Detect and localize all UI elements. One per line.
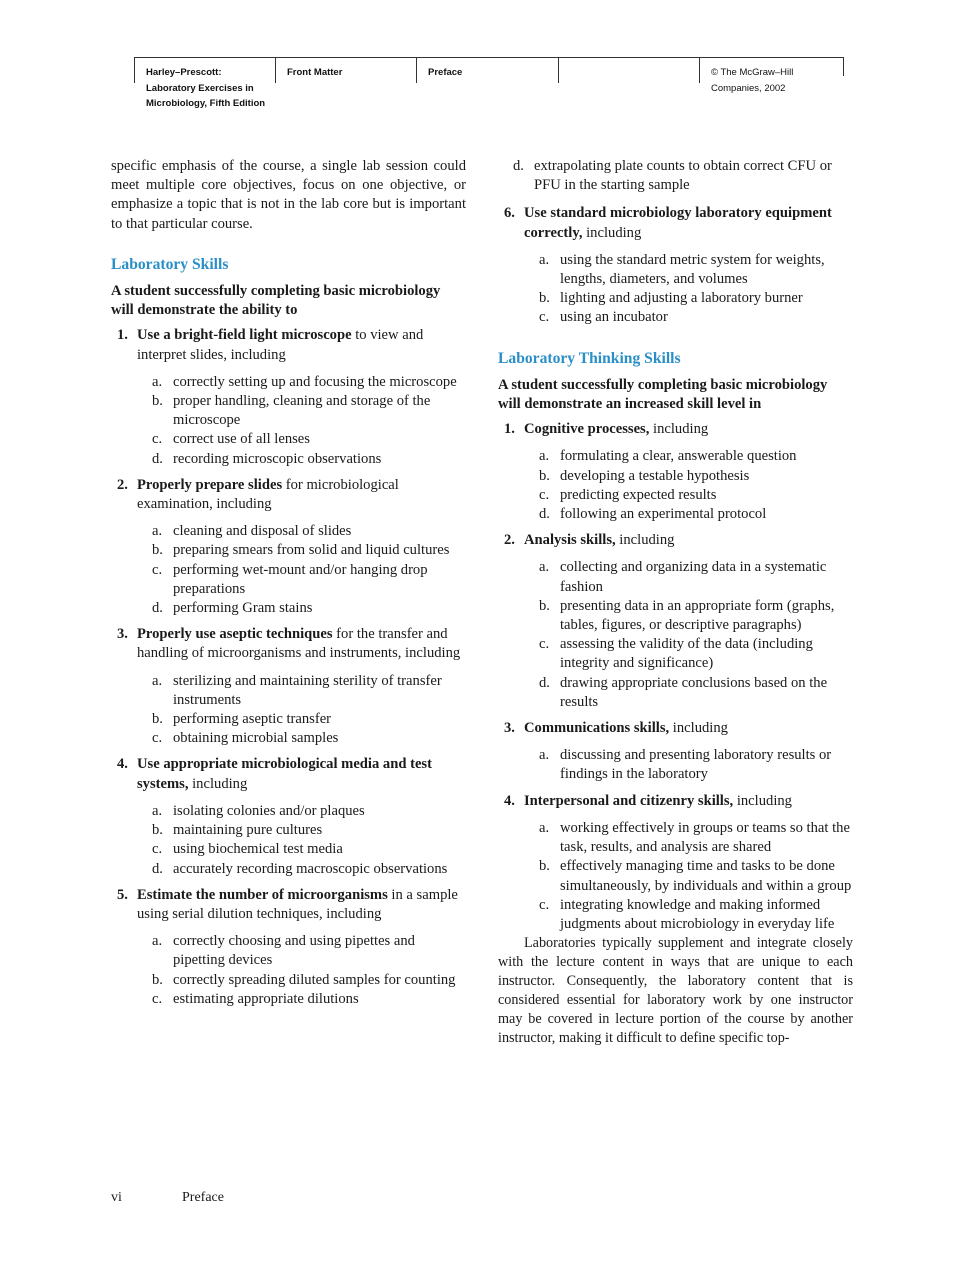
left-column bbox=[111, 157, 466, 1016]
section-lead: A student successfully completing basic microbiology will demonstrate the ability to bbox=[111, 283, 441, 319]
sub-text: formulating a clear, answerable question bbox=[560, 448, 797, 465]
sub-item bbox=[524, 308, 853, 327]
item-text: including bbox=[733, 792, 792, 809]
sub-text: extrapolating plate counts to obtain correct CFU or PFU in the starting sample bbox=[534, 158, 832, 194]
sub-text: correct use of all lenses bbox=[173, 431, 310, 448]
right-column bbox=[498, 157, 853, 1048]
sub-letter: c. bbox=[152, 990, 163, 1007]
sub-letter: d. bbox=[539, 674, 550, 691]
sub-text: correctly spreading diluted samples for counting bbox=[173, 971, 456, 988]
thinking-skills-list bbox=[498, 420, 853, 934]
sub-item bbox=[137, 541, 466, 560]
item-text: including bbox=[582, 224, 642, 241]
sub-letter: a. bbox=[152, 802, 163, 819]
sub-text: collecting and organizing data in a systematic fashion bbox=[560, 559, 827, 595]
sub-text: using an incubator bbox=[560, 309, 668, 326]
sub-text: recording microscopic observations bbox=[173, 450, 382, 467]
sub-text: preparing smears from solid and liquid cultures bbox=[173, 542, 450, 559]
section-title-laboratory-thinking-skills: Laboratory Thinking Skills bbox=[498, 349, 681, 367]
sub-text: discussing and presenting laboratory results or findings in the laboratory bbox=[560, 747, 832, 783]
sub-item bbox=[137, 971, 466, 990]
sub-item bbox=[524, 505, 853, 524]
sub-list bbox=[137, 802, 466, 879]
section-title-laboratory-skills: Laboratory Skills bbox=[111, 255, 229, 273]
item-text: for microbiological examination, including bbox=[137, 476, 399, 513]
sub-letter: b. bbox=[152, 971, 163, 988]
item-text: to view and interpret slides, including bbox=[137, 327, 424, 363]
sub-letter: c. bbox=[539, 309, 550, 326]
sub-letter: d. bbox=[152, 450, 163, 467]
sub-letter: d. bbox=[152, 860, 163, 877]
item-number: 4. bbox=[504, 792, 515, 809]
item-number: 2. bbox=[504, 532, 515, 549]
sub-item bbox=[524, 447, 853, 466]
item-number: 1. bbox=[504, 421, 515, 438]
item-number: 2. bbox=[117, 476, 128, 493]
sub-letter: a. bbox=[152, 672, 163, 689]
header-right-border bbox=[843, 58, 844, 76]
sub-letter: b. bbox=[152, 822, 163, 839]
sub-item bbox=[524, 746, 853, 784]
sub-list bbox=[524, 447, 853, 524]
header-copyright: © The McGraw–Hill Companies, 2002 bbox=[699, 58, 841, 83]
sub-letter: a. bbox=[539, 251, 550, 268]
continued-sub-list bbox=[498, 157, 853, 195]
sub-item bbox=[524, 896, 853, 934]
section-lead: A student successfully completing basic microbiology will demonstrate an increased skill level in bbox=[498, 376, 828, 413]
sub-item bbox=[524, 486, 853, 505]
sub-item bbox=[137, 672, 466, 710]
item-text: including bbox=[669, 720, 728, 737]
sub-letter: a. bbox=[539, 448, 550, 465]
sub-text: estimating appropriate dilutions bbox=[173, 990, 359, 1007]
sub-item bbox=[524, 819, 853, 857]
sub-list bbox=[524, 746, 853, 784]
sub-item bbox=[524, 558, 853, 596]
item-heading: Estimate the number of microorganisms bbox=[137, 886, 388, 903]
sub-item bbox=[524, 857, 853, 895]
sub-letter: a. bbox=[152, 523, 163, 540]
sub-text: isolating colonies and/or plaques bbox=[173, 802, 365, 819]
item-number: 4. bbox=[117, 756, 128, 773]
header-chapter: Preface bbox=[416, 58, 558, 83]
sub-letter: a. bbox=[152, 373, 163, 390]
sub-text: integrating knowledge and making informed judgments about microbiology in everyday life bbox=[560, 896, 835, 932]
list-item bbox=[498, 420, 853, 524]
sub-letter: b. bbox=[152, 542, 163, 559]
header-empty-cell bbox=[558, 58, 700, 83]
header-part: Front Matter bbox=[275, 58, 417, 83]
sub-item bbox=[137, 599, 466, 618]
item-heading: Use appropriate microbiological media and test systems, bbox=[137, 756, 432, 792]
item-heading: Cognitive processes, bbox=[524, 421, 650, 438]
item-number: 3. bbox=[504, 720, 515, 737]
item-text: including bbox=[615, 532, 675, 549]
sub-item bbox=[524, 289, 853, 308]
sub-item bbox=[137, 860, 466, 879]
sub-text: correctly setting up and focusing the microscope bbox=[173, 373, 457, 390]
item-text: in a sample using serial dilution techniques, including bbox=[137, 886, 458, 922]
sub-letter: b. bbox=[152, 393, 163, 410]
sub-item bbox=[137, 932, 466, 970]
item-heading: Properly prepare slides bbox=[137, 476, 283, 493]
sub-list bbox=[137, 522, 466, 618]
sub-letter: b. bbox=[539, 597, 550, 614]
sub-letter: a. bbox=[152, 933, 163, 950]
footer-section-label: Preface bbox=[182, 1190, 224, 1205]
sub-list bbox=[137, 373, 466, 469]
sub-letter: a. bbox=[539, 747, 550, 764]
sub-list bbox=[524, 558, 853, 712]
sub-item bbox=[137, 392, 466, 430]
item-heading: Use standard microbiology laboratory equipment correctly, bbox=[524, 205, 832, 241]
list-item bbox=[111, 625, 466, 748]
sub-list bbox=[524, 251, 853, 328]
sub-text: proper handling, cleaning and storage of the microscope bbox=[173, 393, 431, 429]
sub-text: performing Gram stains bbox=[173, 600, 313, 617]
list-item bbox=[498, 531, 853, 712]
sub-item bbox=[498, 157, 853, 195]
list-item bbox=[111, 476, 466, 618]
sub-item bbox=[137, 729, 466, 748]
sub-text: assessing the validity of the data (including integrity and significance) bbox=[560, 636, 813, 672]
sub-item bbox=[137, 561, 466, 599]
sub-letter: d. bbox=[152, 600, 163, 617]
sub-letter: b. bbox=[539, 467, 550, 484]
sub-letter: c. bbox=[539, 896, 550, 913]
sub-item bbox=[524, 597, 853, 635]
sub-text: presenting data in an appropriate form (graphs, tables, figures, or descriptive paragraphs) bbox=[560, 597, 835, 634]
item-text: for the transfer and handling of microorganisms and instruments, including bbox=[137, 626, 461, 662]
skills-list bbox=[111, 326, 466, 1009]
list-item bbox=[111, 755, 466, 878]
closing-paragraph: Laboratories typically supplement and integrate closely with the lecture content in ways that are unique to each instructor. Consequently, the laboratory content that is considered essential for laboratory work by one instructor may be covered in lecture portion of the course by another instructor, making it difficult to define specific top- bbox=[498, 935, 853, 1047]
sub-letter: c. bbox=[152, 730, 163, 747]
sub-letter: c. bbox=[152, 431, 163, 448]
sub-text: maintaining pure cultures bbox=[173, 822, 323, 839]
sub-list bbox=[524, 819, 853, 934]
sub-item bbox=[137, 990, 466, 1009]
sub-item bbox=[137, 450, 466, 469]
sub-letter: b. bbox=[539, 290, 550, 307]
sub-text: predicting expected results bbox=[560, 486, 717, 503]
sub-letter: a. bbox=[539, 559, 550, 576]
sub-item bbox=[137, 821, 466, 840]
sub-text: effectively managing time and tasks to be done simultaneously, by individuals and within a group bbox=[560, 858, 852, 894]
list-item bbox=[498, 204, 853, 327]
item-heading: Communications skills, bbox=[524, 720, 670, 737]
item-heading: Properly use aseptic techniques bbox=[137, 626, 333, 643]
sub-text: accurately recording macroscopic observations bbox=[173, 860, 448, 877]
header-book-title: Harley–Prescott: Laboratory Exercises in Microbiology, Fifth Edition bbox=[134, 58, 276, 83]
list-item bbox=[111, 326, 466, 468]
sub-list bbox=[137, 672, 466, 749]
item-heading: Interpersonal and citizenry skills, bbox=[524, 792, 734, 809]
item-text: including bbox=[188, 775, 248, 792]
item-text: including bbox=[649, 421, 709, 438]
sub-letter: c. bbox=[152, 561, 163, 578]
sub-text: working effectively in groups or teams so that the task, results, and analysis are shared bbox=[560, 819, 850, 856]
sub-letter: c. bbox=[539, 486, 550, 503]
sub-item bbox=[524, 635, 853, 673]
item-number: 3. bbox=[117, 626, 128, 643]
sub-item bbox=[524, 674, 853, 712]
page-number: vi bbox=[111, 1190, 122, 1205]
item-number: 5. bbox=[117, 886, 128, 903]
sub-text: following an experimental protocol bbox=[560, 506, 767, 523]
sub-text: developing a testable hypothesis bbox=[560, 467, 750, 484]
sub-text: performing wet-mount and/or hanging drop preparations bbox=[173, 561, 428, 597]
sub-text: using biochemical test media bbox=[173, 841, 343, 858]
sub-item bbox=[524, 467, 853, 486]
list-item bbox=[111, 886, 466, 1009]
sub-text: cleaning and disposal of slides bbox=[173, 523, 352, 540]
skills-list-continued bbox=[498, 204, 853, 327]
intro-paragraph: specific emphasis of the course, a single lab session could meet multiple core objectives, focus on one objective, or emphasize a topic that is not in the lab core but is important to that particular course. bbox=[111, 158, 466, 232]
sub-item bbox=[137, 710, 466, 729]
sub-text: drawing appropriate conclusions based on the results bbox=[560, 674, 828, 710]
sub-item bbox=[137, 430, 466, 449]
sub-text: using the standard metric system for weights, lengths, diameters, and volumes bbox=[560, 251, 825, 288]
item-number: 6. bbox=[504, 205, 515, 222]
sub-text: correctly choosing and using pipettes and pipetting devices bbox=[173, 933, 415, 969]
sub-letter: d. bbox=[539, 506, 550, 523]
sub-text: performing aseptic transfer bbox=[173, 711, 332, 728]
sub-item bbox=[137, 522, 466, 541]
sub-letter: b. bbox=[152, 711, 163, 728]
list-item bbox=[498, 719, 853, 785]
sub-letter: b. bbox=[539, 858, 550, 875]
item-number: 1. bbox=[117, 327, 128, 344]
sub-item bbox=[137, 840, 466, 859]
sub-item bbox=[524, 251, 853, 289]
sub-letter: d. bbox=[513, 158, 524, 174]
sub-text: sterilizing and maintaining sterility of transfer instruments bbox=[173, 672, 442, 708]
sub-text: obtaining microbial samples bbox=[173, 730, 339, 747]
running-header bbox=[134, 57, 844, 114]
sub-item bbox=[137, 802, 466, 821]
sub-letter: c. bbox=[152, 841, 163, 858]
sub-letter: a. bbox=[539, 819, 550, 836]
sub-text: lighting and adjusting a laboratory burner bbox=[560, 290, 803, 307]
sub-list bbox=[137, 932, 466, 1009]
sub-item bbox=[137, 373, 466, 392]
item-heading: Analysis skills, bbox=[524, 532, 616, 549]
list-item bbox=[498, 792, 853, 934]
sub-letter: c. bbox=[539, 636, 550, 653]
item-heading: Use a bright-field light microscope bbox=[137, 327, 352, 344]
